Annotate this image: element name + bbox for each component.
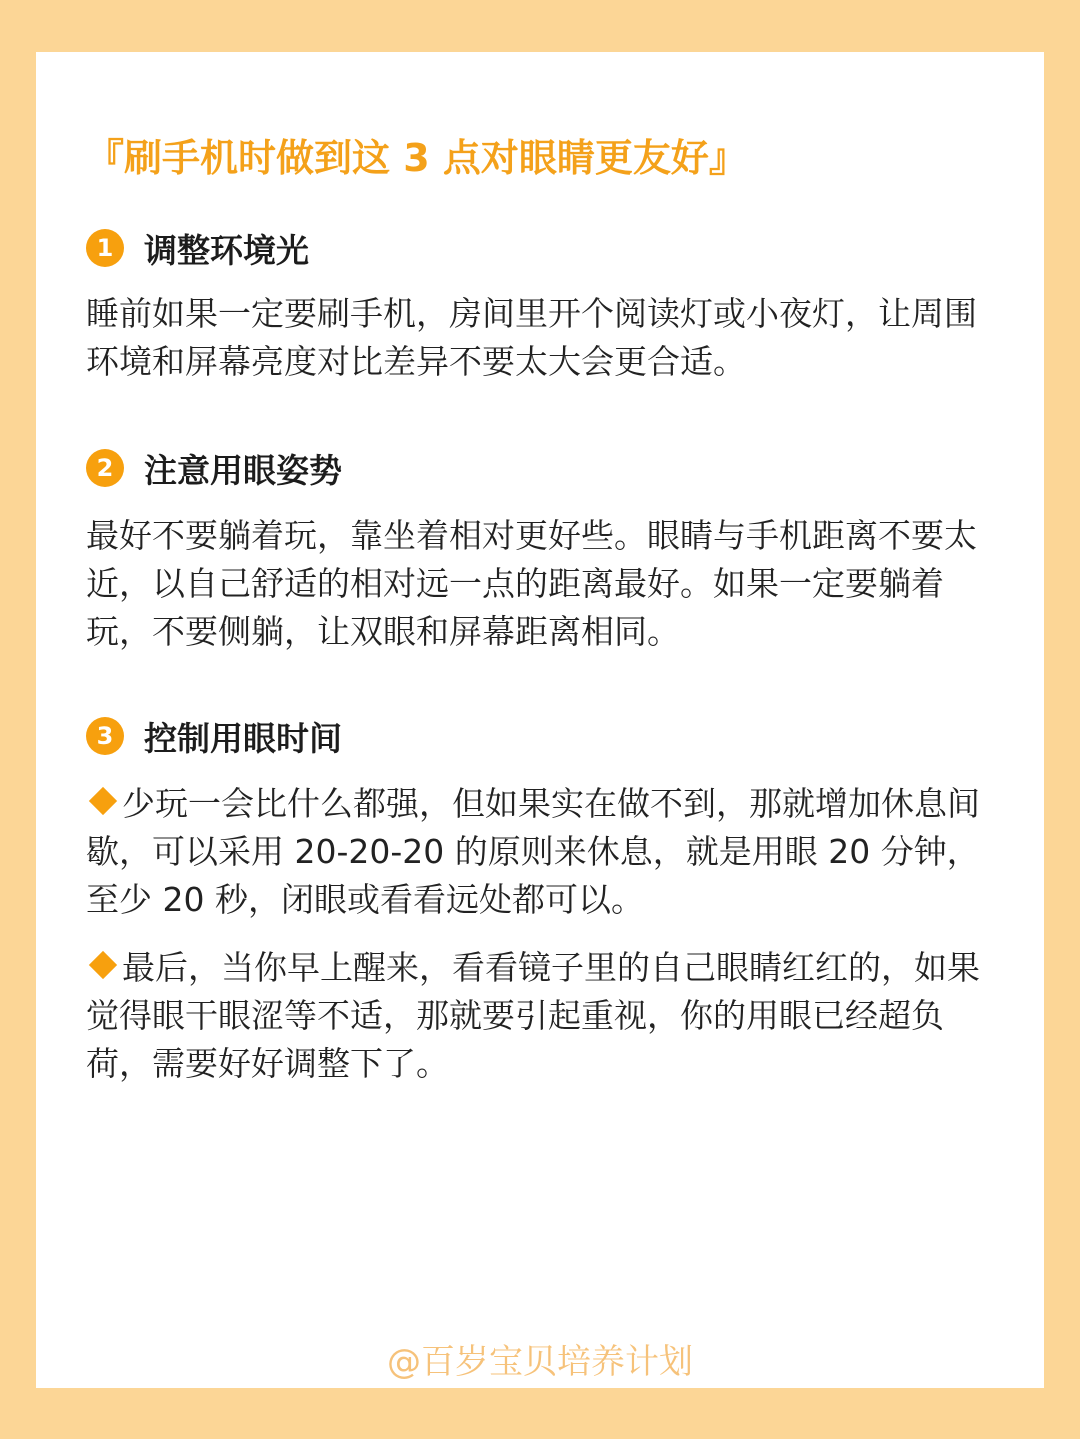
section-3-bullet-1-text: 少玩一会比什么都强，但如果实在做不到，那就增加休息间歇，可以采用 20-20-20 的原则来休息，就是用眼 20 分钟，至少 20 秒，闭眼或看看远处都可以。 bbox=[86, 784, 980, 919]
section-2-paragraph: 最好不要躺着玩，靠坐着相对更好些。眼睛与手机距离不要太近，以自己舒适的相对远一点的距离最好。如果一定要躺着玩，不要侧躺，让双眼和屏幕距离相同。 bbox=[86, 516, 977, 651]
number-three-icon: 3 bbox=[86, 717, 124, 755]
number-one-icon: 1 bbox=[86, 229, 124, 267]
section-3-bullet-1 bbox=[86, 780, 1006, 924]
content-card bbox=[36, 52, 1044, 1388]
section-2-title: 注意用眼姿势 bbox=[144, 450, 342, 490]
section-2-heading bbox=[86, 446, 342, 490]
diamond-bullet-icon bbox=[89, 787, 117, 815]
page-title: 『刷手机时做到这 3 点对眼睛更友好』 bbox=[86, 136, 747, 180]
author-watermark: @百岁宝贝培养计划 bbox=[387, 1342, 693, 1382]
section-3-bullet-2-text: 最后，当你早上醒来，看看镜子里的自己眼睛红红的，如果觉得眼干眼涩等不适，那就要引起重视，你的用眼已经超负荷，需要好好调整下了。 bbox=[86, 948, 980, 1083]
section-1-title: 调整环境光 bbox=[144, 230, 309, 270]
diamond-bullet-icon bbox=[89, 951, 117, 979]
section-1-heading bbox=[86, 226, 309, 270]
section-3-heading bbox=[86, 714, 342, 758]
section-3-title: 控制用眼时间 bbox=[144, 718, 342, 758]
number-two-icon: 2 bbox=[86, 449, 124, 487]
section-3-bullet-2 bbox=[86, 944, 1006, 1088]
section-1-paragraph: 睡前如果一定要刷手机，房间里开个阅读灯或小夜灯，让周围环境和屏幕亮度对比差异不要太大会更合适。 bbox=[86, 294, 977, 381]
